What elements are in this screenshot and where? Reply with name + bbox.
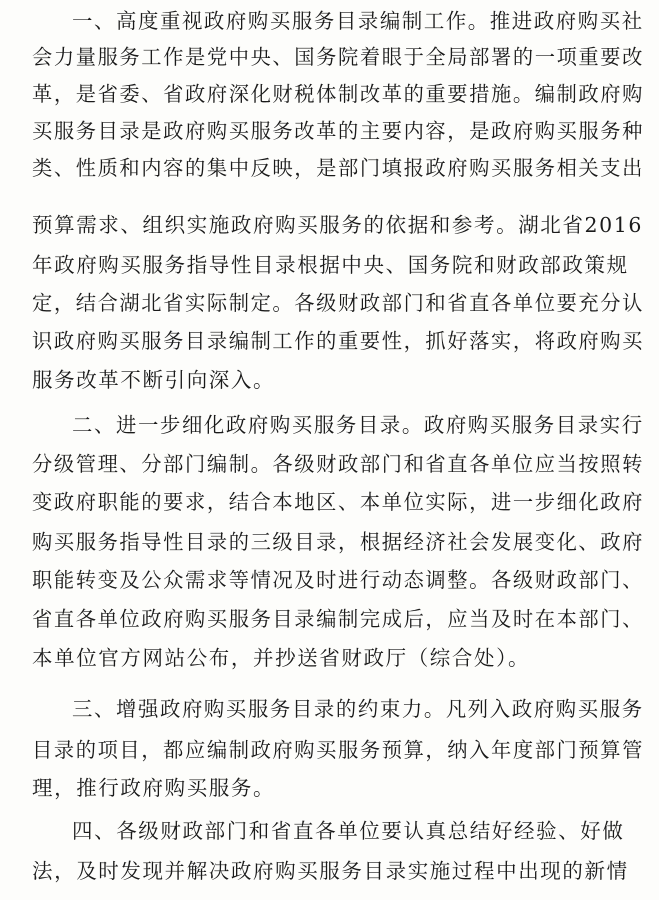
paragraph-2-line-5: 职能转变及公众需求等情况及时进行动态调整。各级财政部门、 — [32, 568, 645, 592]
paragraph-3-line-3: 理，推行政府购买服务。 — [32, 776, 276, 800]
paragraph-1-line-7: 年政府购买服务指导性目录根据中央、国务院和财政部政策规 — [32, 253, 629, 277]
paragraph-4-line-2: 法，及时发现并解决政府购买服务目录实施过程中出现的新情 — [32, 859, 629, 883]
paragraph-1-line-6: 预算需求、组织实施政府购买服务的依据和参考。湖北省2016 — [32, 213, 644, 237]
paragraph-2-line-4: 购买服务指导性目录的三级目录，根据经济社会发展变化、政府 — [32, 530, 645, 554]
paragraph-2-line-1: 二、进一步细化政府购买服务目录。政府购买服务目录实行 — [72, 413, 644, 437]
paragraph-4-line-1: 四、各级财政部门和省直各单位要认真总结好经验、好做 — [72, 819, 625, 843]
paragraph-1-line-3: 革，是省委、省政府深化财税体制改革的重要措施。编制政府购 — [32, 82, 645, 106]
paragraph-2-line-2: 分级管理、分部门编制。各级财政部门和省直各单位应当按照转 — [32, 452, 645, 476]
paragraph-1-line-4: 买服务目录是政府购买服务改革的主要内容，是政府购买服务种 — [32, 119, 645, 143]
paragraph-3-line-2: 目录的项目，都应编制政府购买服务预算，纳入年度部门预算管 — [32, 738, 645, 762]
paragraph-1-line-2: 会力量服务工作是党中央、国务院着眼于全局部署的一项重要改 — [32, 45, 645, 69]
paragraph-1-line-9: 识政府购买服务目录编制工作的重要性，抓好落实，将政府购买 — [32, 329, 645, 353]
paragraph-1-line-8: 定，结合湖北省实际制定。各级财政部门和省直各单位要充分认 — [32, 291, 645, 315]
paragraph-1-line-1: 一、高度重视政府购买服务目录编制工作。推进政府购买社 — [72, 9, 644, 33]
paragraph-3-line-1: 三、增强政府购买服务目录的约束力。凡列入政府购买服务 — [72, 697, 644, 721]
paragraph-1-line-10: 服务改革不断引向深入。 — [32, 368, 276, 392]
paragraph-1-line-5: 类、性质和内容的集中反映，是部门填报政府购买服务相关支出 — [32, 156, 645, 180]
paragraph-2-line-7: 本单位官方网站公布，并抄送省财政厅（综合处）。 — [32, 646, 531, 670]
paragraph-2-line-6: 省直各单位政府购买服务目录编制完成后，应当及时在本部门、 — [32, 607, 645, 631]
paragraph-2-line-3: 变政府职能的要求，结合本地区、本单位实际，进一步细化政府 — [32, 490, 645, 514]
